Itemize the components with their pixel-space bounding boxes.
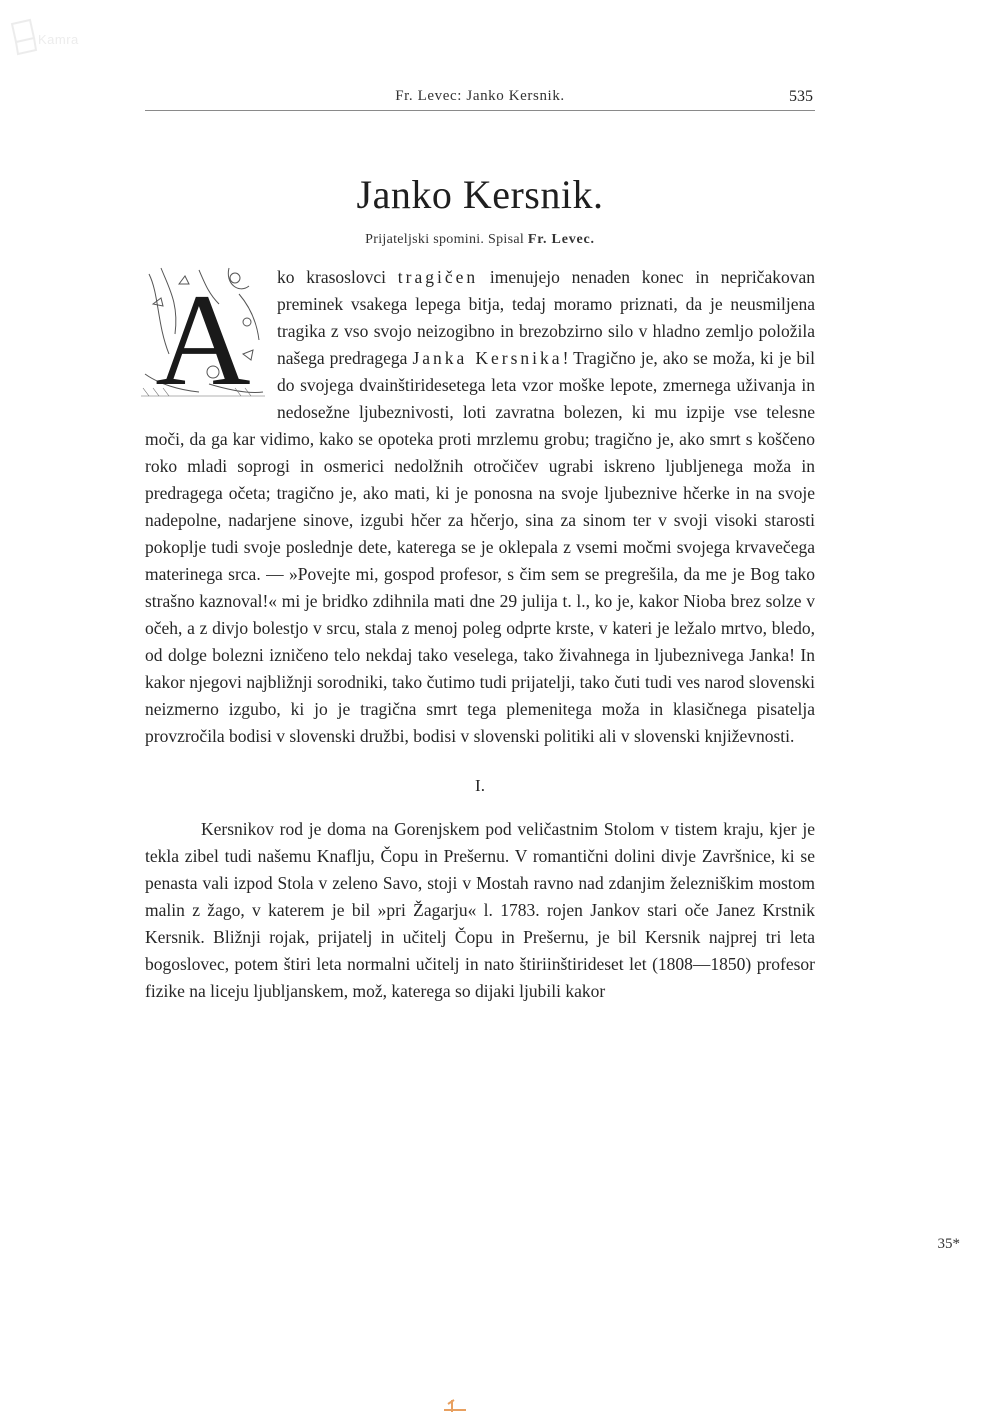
article-title: Janko Kersnik. — [356, 172, 604, 217]
p1-spaced-name: Janka Kersnika — [412, 348, 563, 368]
printer-signature: 35* — [937, 1236, 960, 1252]
section-paragraph: Kersnikov rod je doma na Gorenjskem pod veličastnim Stolom v tistem kraju, kjer je tekla zibel tudi našemu Knaflju, Čopu in Prešernu. V romantični dolini divje Završnice, ki se penasta vali izpod Stola v zeleno Savo, stoji v Mostah ravno nad zdanjim železniškim mostom malin z žago, v katerem je bil »pri Žagarju« l. 1783. rojen Jankov stari oče Janez Krstnik Kersnik. Bližnji rojak, prijatelj in učitelj Čopu in Prešernu, je bil Kersnik najprej tri leta bogoslovec, potem štiri leta normalni učitelj in nato štiriinštirideset let (1808—1850) profesor fizike na liceju ljubljanskem, mož, katerega so dijaki ljubili kakor — [145, 819, 815, 1001]
ornamental-initial-icon — [139, 264, 267, 402]
section-number: I. — [475, 776, 485, 795]
subtitle-prefix: Prijateljski spomini. Spisal — [365, 232, 528, 247]
running-header — [145, 80, 815, 111]
p1-spaced-word: tragičen — [397, 267, 479, 287]
p1-rest: ! Tragično je, ako se moža, ki je bil do svojega dvainštiridesetega leta vzor moške lepote, zmernega uživanja in nedosežne ljubeznivosti, loti zavratna bolezen, ki mu izpije vse telesne moči, da ga kar vidimo, kako se opoteka proti mrzlemu grobu; tragično je, ako smrt s koščeno roko mladi soprogi in osmerici nedolžnih otročičev ugrabi iskreno ljubljenega moža in predragega očeta; tragično je, ako mati, ki je ponosna na svoje ljubeznive hčerke in na svoje nadepolne, nadarjene sinove, izgubi hčer za hčerjo, sina za sinom ter v svoji visoki starosti pokoplje tudi svoje poslednje dete, katerega se je oklepala z vsemi močmi svojega krvavečega materinega srca. — »Povejte mi, gospod profesor, s čim sem se pregrešila, da me je Bog tako strašno kaznoval!« mi je bridko zdihnila mati dne 29 julija t. l., ko je, kakor Nioba brez solze v očeh, a z divjo bolestjo v srcu, stala z menoj poleg odprte krste, v kateri je ležalo mrtvo, bledo, od dolge bolezni izničeno telo nekdaj tako veselega, tako živahnega in ljubeznivega Janka! In kakor njegovi najbližnji sorodniki, tako čutimo tudi prijatelji, tako čuti tudi ves narod slovenski neizmerno izgubo, ki jo je tragična smrt tega plemenitega moža in klasičnega pisatelja provzročila bodisi v slovenski družbi, bodisi v slovenski politiki ali v slovenski književnosti. — [145, 348, 815, 746]
p1-start: ko krasoslovci — [277, 267, 398, 287]
drop-initial-letter: A — [155, 266, 251, 402]
watermark-logo — [8, 18, 118, 58]
running-title: Fr. Levec: Janko Kersnik. — [395, 88, 565, 104]
scan-mark-icon — [440, 1398, 480, 1415]
opening-paragraph — [145, 264, 815, 750]
article-subtitle — [145, 232, 815, 248]
watermark-text: Kamra — [38, 32, 79, 47]
p1-mid: imenujejo nenaden konec in nepričakovan preminek vsakega lepega bitja, tedaj moramo priznati, da je neusmiljena tragika z vso svojo neizogibno in brezobzirno silo v hladno zemljo položila našega predragega — [277, 267, 815, 368]
page-number: 535 — [789, 88, 813, 105]
subtitle-author: Fr. Levec. — [527, 232, 595, 247]
document-page — [145, 80, 815, 1005]
